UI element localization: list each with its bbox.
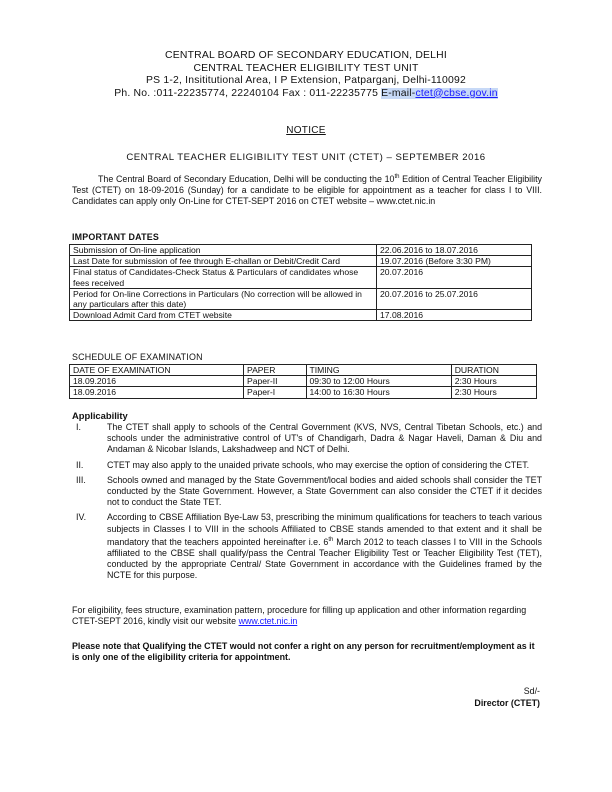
unit-name: CENTRAL TEACHER ELIGIBILITY TEST UNIT [193,62,419,74]
date-item-cell: Submission of On-line application [70,245,377,256]
column-header: TIMING [306,365,451,376]
table-cell: 18.09.2016 [70,376,244,387]
item-text: The CTET shall apply to schools of the Central Government (KVS, NVS, Central Tibetan Schools, etc.) and schools under the administrative control of UT's of Chandigarh, Dadra & Nagar Haveli, Daman & Diu and Andaman & Nicobar Islands, Lakshadweep and NCT of Delhi. [107,422,542,455]
website-link[interactable]: www.ctet.nic.in [238,616,298,627]
list-item [72,460,542,471]
applicability-list [72,422,542,586]
date-item-cell: Period for On-line Corrections in Particulars (No correction will be allowed in any particulars after this date) [70,288,377,309]
email-link[interactable]: ctet@cbse.gov.in [415,87,498,99]
table-row [70,256,532,267]
item-number: II. [76,459,84,470]
board-name: CENTRAL BOARD OF SECONDARY EDUCATION, DELHI [165,50,447,61]
table-cell: Paper-II [243,376,306,387]
item-sup: th [328,536,334,543]
column-header: DATE OF EXAMINATION [70,365,244,376]
item-text-a: According to CBSE Affiliation Bye-Law 53, prescribing the minimum qualifications for teachers to teach various subjects in Classes I to VIII in the schools Affiliated to CBSE stands amended to that extent and it shall be mandatory that the teachers appointed hereinafter i.e. 6 [107,512,542,547]
date-value-cell: 19.07.2016 (Before 3:30 PM) [377,256,532,267]
important-dates-table [69,244,532,321]
item-number: IV. [76,512,87,523]
notice-title: NOTICE [286,125,326,136]
table-header-row [70,365,537,376]
date-item-cell: Final status of Candidates-Check Status & Particulars of candidates whose fees received [70,267,377,288]
table-row [70,376,537,387]
column-header: PAPER [243,365,306,376]
intro-text-b: Edition of Central Teacher Eligibility Test (CTET) on 18-09-2016 (Sunday) for a candidate to be eligible for appointment as a teacher for class I to VIII. Candidates can apply only On-Line for CTET-SEPT 2016 on CTET website – www.ctet.nic.in [72,173,542,207]
date-value-cell: 20.07.2016 to 25.07.2016 [377,288,532,309]
date-item-cell: Download Admit Card from CTET website [70,310,377,321]
intro-text-a: The Central Board of Secondary Education, Delhi will be conducting the 10 [98,173,395,184]
intro-paragraph [72,172,542,208]
date-value-cell: 20.07.2016 [377,267,532,288]
table-row [70,267,532,288]
table-row [70,245,532,256]
contact-line [60,88,552,101]
notice-subtitle: CENTRAL TEACHER ELIGIBILITY TEST UNIT (CTET) – SEPTEMBER 2016 [126,152,486,163]
date-value-cell: 17.08.2016 [377,310,532,321]
applicability-heading: Applicability [72,410,128,421]
letterhead [60,50,552,100]
table-cell: Paper-I [243,387,306,398]
phone-fax: Ph. No. :011-22235774, 22240104 Fax : 011-22235775 [114,87,379,99]
item-number: III. [76,474,86,485]
warning-note: Please note that Qualifying the CTET would not confer a right on any person for recruitment/employment as it is only one of the eligibility criteria for appointment. [72,641,535,663]
list-item [72,475,542,509]
table-cell: 09:30 to 12:00 Hours [306,376,451,387]
address: PS 1-2, Insititutional Area, I P Extension, Patparganj, Delhi-110092 [146,75,466,86]
table-cell: 14:00 to 16:30 Hours [306,387,451,398]
table-row [70,288,532,309]
designation: Director (CTET) [474,698,540,708]
table-row [70,387,537,398]
item-number: I. [76,422,81,432]
column-header: DURATION [451,365,536,376]
item-text: Schools owned and managed by the State Government/local bodies and aided schools shall consider the TET conducted by the State Government. However, a State Government can also consider the CTET if it decides not to conduct the State TET. [107,474,542,508]
table-cell: 18.09.2016 [70,387,244,398]
important-dates-heading: IMPORTANT DATES [72,232,159,242]
email-label: E-mail- [381,87,416,99]
info-paragraph [72,605,542,627]
list-item [72,512,542,581]
item-text-b: March 2012 to teach classes I to VIII in the Schools affiliated to the CBSE shall qualify/pass the Central Teacher Eligibility Test or Teacher Eligibility Test (TET), conducted by the appropriate Central/ State Government in accordance with the Guidelines framed by the NCTE for this purpose. [107,536,542,581]
list-item [72,422,542,456]
date-value-cell: 22.06.2016 to 18.07.2016 [377,245,532,256]
table-row [70,310,532,321]
table-cell: 2:30 Hours [451,387,536,398]
item-text: CTET may also apply to the unaided private schools, who may exercise the option of considering the CTET. [107,459,530,470]
schedule-table [69,364,537,399]
date-item-cell: Last Date for submission of fee through E-challan or Debit/Credit Card [70,256,377,267]
table-cell: 2:30 Hours [451,376,536,387]
schedule-heading: SCHEDULE OF EXAMINATION [72,352,203,362]
signature: Sd/- [523,686,540,696]
info-text: For eligibility, fees structure, examination pattern, procedure for filling up application and other information regarding CTET-SEPT 2016, kindly visit our website [72,605,527,627]
intro-sup: th [394,174,400,180]
